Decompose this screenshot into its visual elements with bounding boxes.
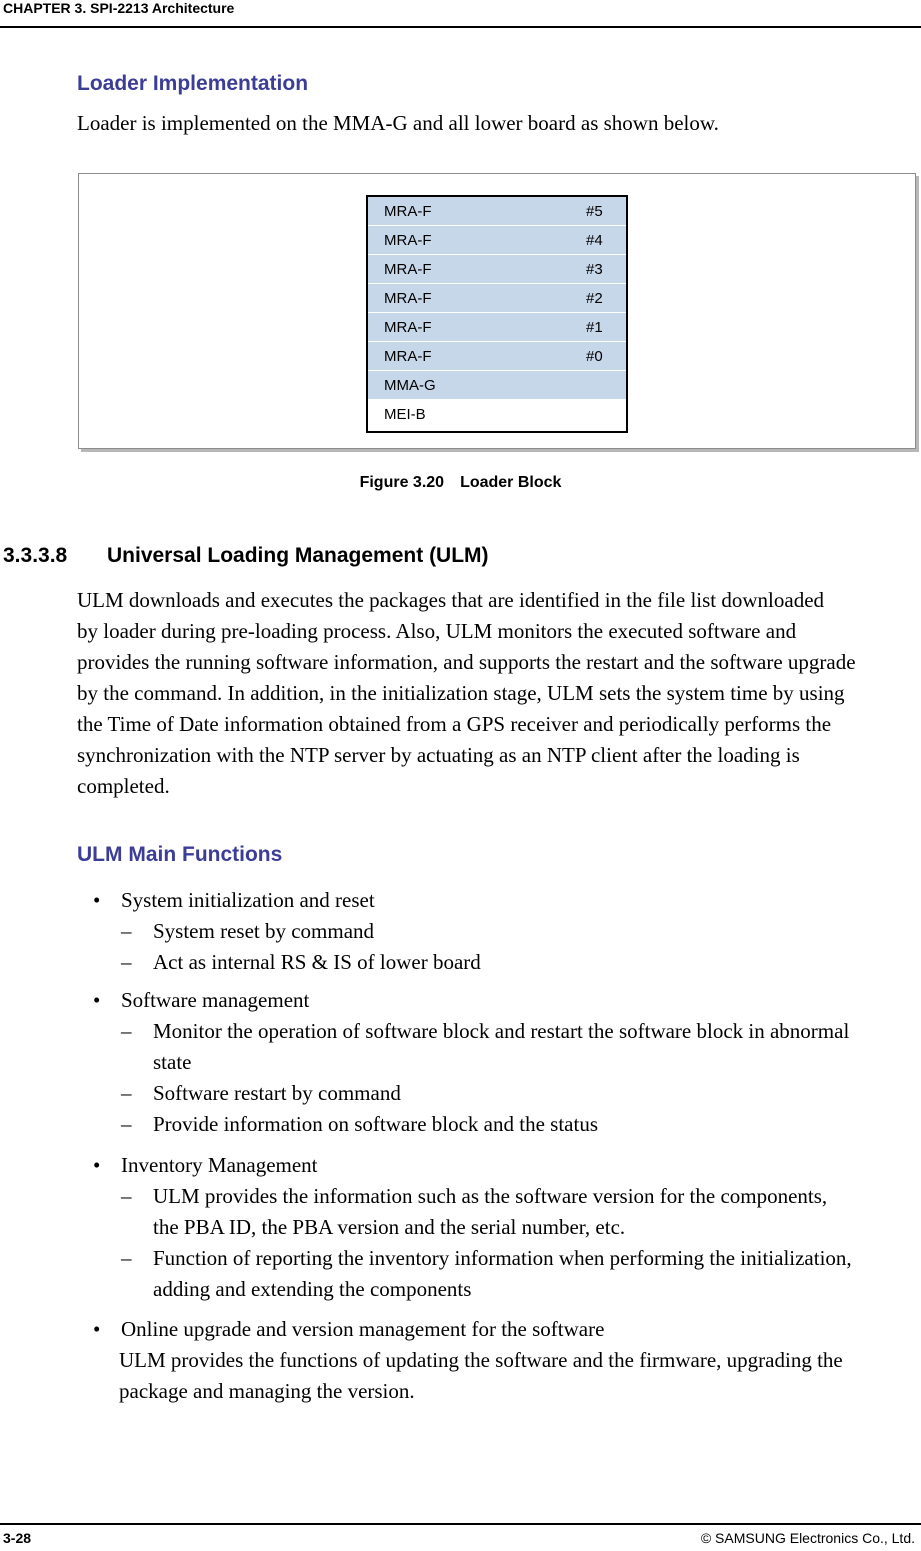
body-line: by the command. In addition, in the initialization stage, ULM sets the system time by using bbox=[77, 681, 845, 705]
caption-number: Figure 3.20 bbox=[359, 474, 445, 491]
footer-rule bbox=[0, 1523, 921, 1525]
board-row bbox=[368, 197, 626, 226]
function-detail: System reset by command bbox=[153, 919, 375, 943]
function-title: Online upgrade and version management for the software bbox=[121, 1317, 605, 1341]
header-rule bbox=[0, 26, 921, 28]
function-title: System initialization and reset bbox=[121, 888, 375, 912]
body-line: provides the running software information, and supports the restart and the software upgrade bbox=[77, 650, 856, 674]
page-number: 3-28 bbox=[3, 1530, 32, 1546]
bullet-icon: • bbox=[93, 1153, 101, 1177]
body-line: completed. bbox=[77, 774, 170, 798]
board-row bbox=[368, 255, 626, 284]
function-detail: state bbox=[153, 1050, 192, 1074]
function-description: ULM provides the functions of updating the software and the firmware, upgrading the bbox=[119, 1348, 843, 1372]
body-line: ULM downloads and executes the packages that are identified in the file list downloaded bbox=[77, 588, 825, 612]
function-detail: Provide information on software block and the status bbox=[153, 1112, 598, 1136]
board-name: MEI-B bbox=[384, 406, 426, 423]
board-row bbox=[368, 284, 626, 313]
board-row bbox=[368, 226, 626, 255]
dash-icon: – bbox=[121, 1081, 132, 1105]
board-name: MRA-F bbox=[384, 319, 432, 336]
board-row bbox=[368, 313, 626, 342]
bullet-icon: • bbox=[93, 1317, 101, 1341]
body-line: the Time of Date information obtained from a GPS receiver and periodically performs the bbox=[77, 712, 832, 736]
bullet-icon: • bbox=[93, 988, 101, 1012]
functions-heading: ULM Main Functions bbox=[77, 843, 283, 866]
function-detail: ULM provides the information such as the software version for the components, bbox=[153, 1184, 828, 1208]
board-slot-number: #0 bbox=[586, 348, 603, 365]
board-slot-number: #3 bbox=[586, 261, 603, 278]
function-title: Inventory Management bbox=[121, 1153, 318, 1177]
function-detail: Act as internal RS & IS of lower board bbox=[153, 950, 481, 974]
board-row bbox=[368, 400, 626, 429]
board-slot-number: #5 bbox=[586, 203, 603, 220]
board-slot-number: #1 bbox=[586, 319, 603, 336]
function-title: Software management bbox=[121, 988, 310, 1012]
body-line: by loader during pre-loading process. Also, ULM monitors the executed software and bbox=[77, 619, 797, 643]
chapter-title: CHAPTER 3. SPI-2213 Architecture bbox=[3, 0, 235, 16]
function-description: package and managing the version. bbox=[119, 1379, 415, 1403]
board-name: MRA-F bbox=[384, 348, 432, 365]
dash-icon: – bbox=[121, 1019, 132, 1043]
board-slot-number: #4 bbox=[586, 232, 603, 249]
body-line: synchronization with the NTP server by actuating as an NTP client after the loading is bbox=[77, 743, 800, 767]
section-number: 3.3.3.8 bbox=[3, 544, 68, 567]
function-detail: Function of reporting the inventory information when performing the initialization, bbox=[153, 1246, 852, 1270]
board-name: MMA-G bbox=[384, 377, 436, 394]
board-name: MRA-F bbox=[384, 290, 432, 307]
board-name: MRA-F bbox=[384, 203, 432, 220]
dash-icon: – bbox=[121, 950, 132, 974]
figure-caption bbox=[0, 474, 921, 492]
caption-title: Loader Block bbox=[460, 474, 562, 491]
dash-icon: – bbox=[121, 919, 132, 943]
board-name: MRA-F bbox=[384, 232, 432, 249]
function-detail: Software restart by command bbox=[153, 1081, 401, 1105]
copyright: © SAMSUNG Electronics Co., Ltd. bbox=[700, 1530, 915, 1546]
board-row bbox=[368, 342, 626, 371]
dash-icon: – bbox=[121, 1246, 132, 1270]
function-detail: Monitor the operation of software block and restart the software block in abnormal bbox=[153, 1019, 850, 1043]
function-detail: adding and extending the components bbox=[153, 1277, 472, 1301]
function-detail: the PBA ID, the PBA version and the serial number, etc. bbox=[153, 1215, 626, 1239]
loader-intro: Loader is implemented on the MMA-G and all lower board as shown below. bbox=[77, 111, 719, 135]
loader-heading: Loader Implementation bbox=[77, 72, 309, 95]
section-heading bbox=[3, 544, 489, 568]
board-name: MRA-F bbox=[384, 261, 432, 278]
dash-icon: – bbox=[121, 1112, 132, 1136]
board-slot-number: #2 bbox=[586, 290, 603, 307]
board-row bbox=[368, 371, 626, 400]
loader-block-diagram bbox=[366, 195, 628, 433]
section-title: Universal Loading Management (ULM) bbox=[107, 544, 489, 567]
bullet-icon: • bbox=[93, 888, 101, 912]
dash-icon: – bbox=[121, 1184, 132, 1208]
